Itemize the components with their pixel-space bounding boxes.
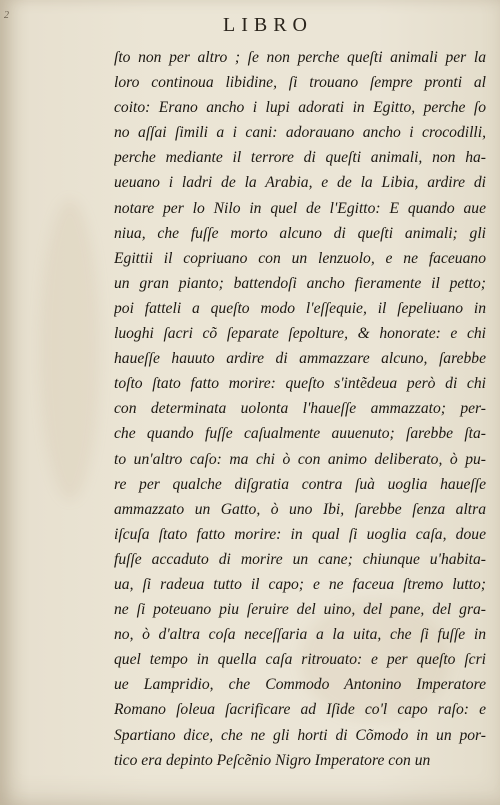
text-line: ueuano i ladri de la Arabia, e de la Libia, ardire di (114, 174, 486, 192)
text-line: fuſſe accaduto di morire un cane; chiunque u'habita- (114, 550, 486, 568)
text-line: con determinata uolonta l'haueſſe ammazzato; per- (114, 400, 486, 418)
text-line: iſcuſa ſtato fatto morire: in qual ſi uoglia caſa, doue (114, 525, 486, 543)
body-text (114, 45, 486, 773)
text-line: ammazzato un Gatto, ò uno Ibi, ſarebbe ſenza altra (114, 500, 486, 518)
text-line: loro continoua libidine, ſi trouano ſempre pronti al (114, 74, 486, 92)
text-line: niua, che fuſſe morto alcuno di queſti animali; gli (114, 224, 486, 242)
text-line: ne ſi poteuano piu ſeruire del uino, del pane, del gra- (114, 601, 486, 619)
text-line: haueſſe hauuto ardire di ammazzare alcuno, ſarebbe (114, 350, 486, 368)
text-line: notare per lo Nilo in quel de l'Egitto: E quando aue (114, 199, 486, 217)
text-line: re per qualche diſgratia contra ſuà uoglia haueſſe (114, 475, 486, 493)
folio-number: 2 (4, 10, 9, 21)
text-line: ue Lampridio, che Commodo Antonino Imperatore (114, 676, 486, 694)
text-line: tico era depinto Peſcẽnio Nigro Imperatore con un (114, 751, 431, 769)
text-line: coito: Erano ancho i lupi adorati in Egitto, perche ſo (114, 99, 486, 117)
text-line: to un'altro caſo: ma chi ò con animo deliberato, ò pu- (114, 450, 486, 468)
text-line: ſto non per altro ; ſe non perche queſti animali per la (114, 49, 486, 66)
text-line: ua, ſi radeua tutto il capo; e ne faceua ſtremo lutto; (114, 575, 486, 593)
text-line: un gran pianto; battendoſi ancho fieramente il petto; (114, 274, 486, 292)
text-line: poi fatteli a queſto modo l'eſſequie, il ſepeliuano in (114, 299, 486, 317)
text-line: quel tempo in quella caſa ritrouato: e per queſto ſcri (114, 651, 486, 669)
text-line: Egittii il copriuano con un lenzuolo, e ne faceuano (114, 249, 486, 267)
text-line: no aſſai ſimili a i cani: adorauano ancho i crocodilli, (114, 124, 486, 142)
text-line: Spartiano dice, che ne gli horti di Cõmodo in un por- (114, 726, 486, 744)
text-line: luoghi ſacri cõ ſeparate ſepolture, & honorate: e chi (114, 325, 486, 343)
text-line: Romano ſoleua ſacrificare ad Iſide co'l capo raſo: e (114, 701, 486, 719)
paper-stain (40, 200, 100, 500)
text-line: che quando fuſſe caſualmente auuenuto; ſarebbe ſta- (114, 425, 486, 443)
text-line: perche mediante il terrore di queſti animali, non ha- (114, 149, 486, 167)
text-line: toſto ſtato fatto morire: queſto s'intẽdeua però di chi (114, 375, 486, 393)
text-line: no, ò d'altra coſa neceſſaria a la uita, che ſi fuſſe in (114, 626, 486, 644)
running-header: LIBRO (223, 14, 313, 36)
